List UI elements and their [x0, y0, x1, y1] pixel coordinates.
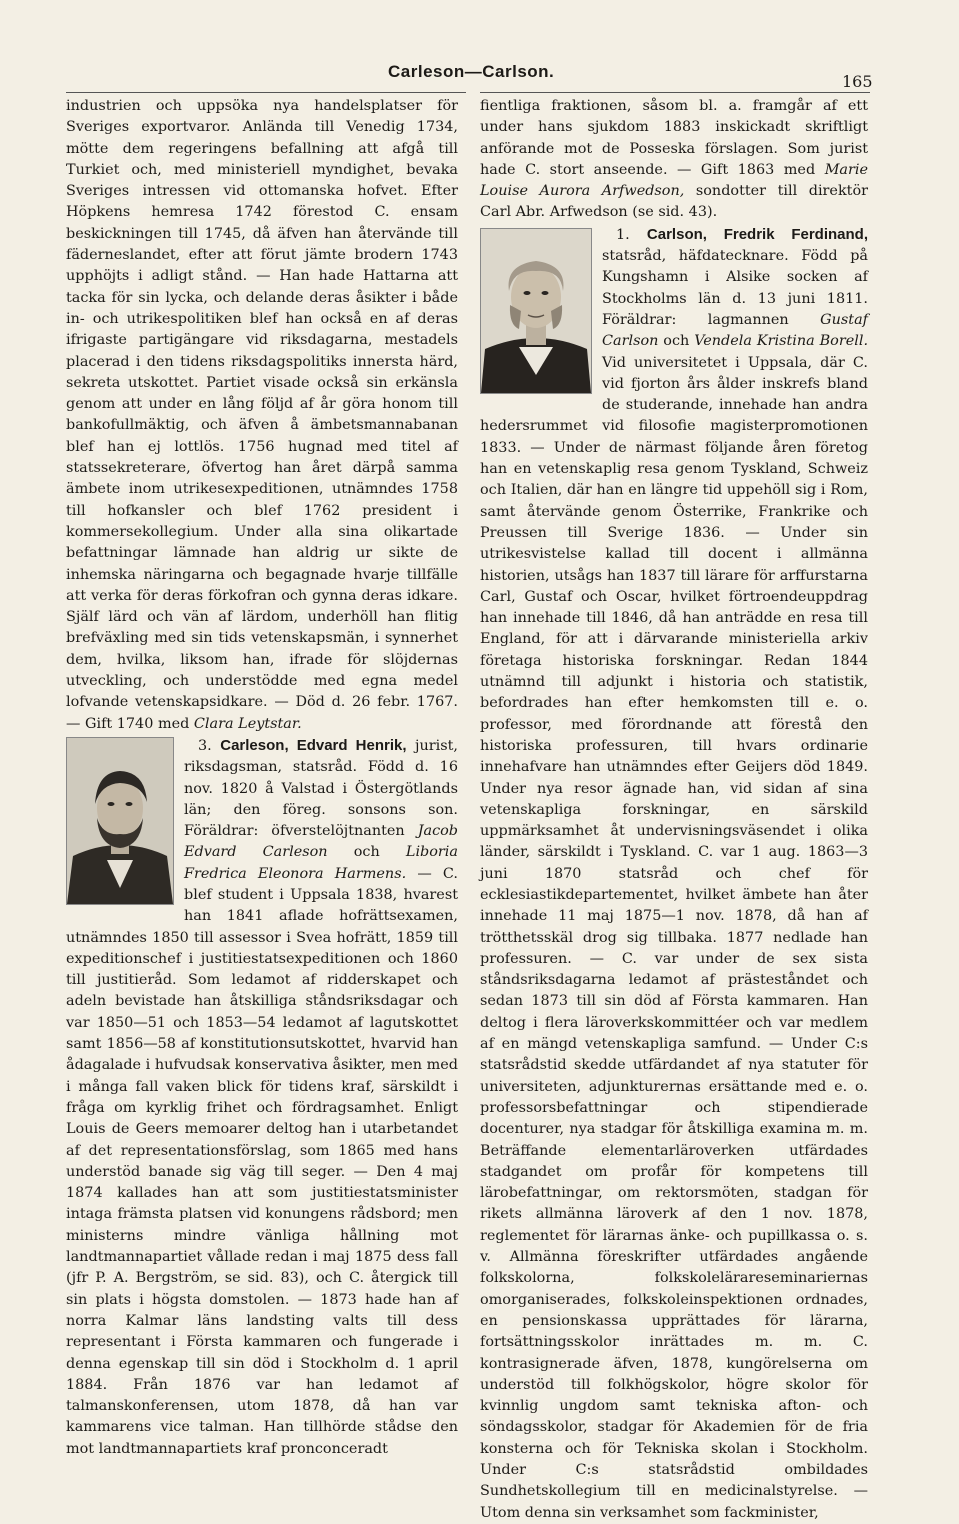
- entry-text-a: statsråd, häfdatecknare. Född på Kungshamn i Alsike socken af Stockholms län d. 13 juni 1811. Föräldrar: lagmannen: [602, 248, 868, 328]
- mother-name: Liboria Fredrica Eleonora Harmens.: [184, 844, 458, 882]
- left-paragraph-1-text: industrien och uppsöka nya handelsplatser för Sveriges exportvaror. Anlända till Venedig 1734, mötte dem regeringens befallning att afgå till Turkiet och, med ministeriell myndighet, bevaka Sveriges intressen vid ottomanska hofvet. Efter Höpkens hemresa 1742 förestod C. ensam beskickningen till 1745, då äfven han återvände till fäderneslandet, efter att förut jämte brodern 1743 upphöjts i adligt stånd. — Han hade Hattarna att tacka för sin lycka, och delande deras åsikter i både in- och utrikespolitiken blef han också en af deras ifrigaste partigängare vid riksdagarna, mestadels placerad i den tidens riksdagspolitiks innersta härd, sekreta utskottet. Partiet visade också sin erkänsla genom att under en lång följd af år göra honom till bankofullmäktig, och äfven å ämbetsmannabanan blef han ej lottlös. 1756 hugnad med titel af statssekreterare, öfvertog han året därpå samma ämbete inom utrikesexpeditionen, utnämndes 1758 till hofkansler och blef 1762 president i kommersekollegium. Under alla sina olikartade befattningar lämnade han aldrig ur sikte de inhemska näringarna och begagnade hvarje tillfälle att verka för deras förkofran och gynna deras idkare. Själf lärd och vän af lärdom, underhöll han flitig brefväxling med sin tids vetenskapsmän, i synnerhet dem, hvilka, liksom han, ifrade för slöjdernas utveckling, och understödde med egna medel lofvande vetenskapsidkare. — Död d. 26 febr. 1767. — Gift 1740 med: [66, 98, 458, 732]
- entry-heading-name: Carleson, Edvard Henrik,: [220, 736, 407, 754]
- wife-name-clara: Clara Leytstar.: [193, 715, 302, 732]
- entry-carlson-fredrik: [480, 224, 868, 1524]
- header-rule-left: [66, 92, 466, 93]
- entry-carleson-edvard: [66, 735, 458, 1460]
- and-word: och: [353, 844, 380, 861]
- and-word: och: [663, 333, 690, 350]
- header-rule-right: [480, 92, 870, 93]
- portrait-edvard-carleson: [66, 737, 174, 905]
- wife-name-marie: Marie Louise Aurora Arfwedson,: [480, 161, 868, 200]
- entry-heading-name: Carlson, Fredrik Ferdinand,: [646, 225, 869, 243]
- entry-text-a: jurist, riksdagsman, statsråd. Född d. 16 nov. 1820 å Valstad i Östergötlands län; den föreg. sonsons son. Föräldrar: öfverstelöjtnanten: [184, 737, 458, 840]
- mother-name: Vendela Kristina Borell.: [694, 333, 869, 350]
- page-header-title: Carleson—Carlson.: [388, 62, 555, 81]
- entry-number: 3.: [198, 737, 212, 754]
- entry-text-b: Vid universitetet i Uppsala, där C. vid fjorton års ålder inskrefs bland de studerande, innehade han andra hedersrummet vid filosofie magisterpromotionen 1833. — Under de närmast följande åren företog han en vetenskaplig resa genom Tyskland, Schweiz och Italien, där han en längre tid uppehöll sig i Rom, samt återvände genom Österrike, Frankrike och Preussen till Sverige 1836. — Under sin utrikesvistelse kallad till docent i allmänna historien, utsågs han 1837 till lärare för arffurstarna Carl, Gustaf och Oscar, hvilket förtroendeuppdrag han innehade till 1846, då han anträdde en resa till England, för att i därvarande ministeriella arkiv företaga historiska forskningar. Redan 1844 utnämnd till adjunkt i historia och statistik, befordrades han efter hemkomsten till e. o. professor, med förordnande att förestå den historiska professuren, till hvars ordinarie innehafvare han utnämndes efter Geijers död 1849. Under nya resor ägnade han, vid sidan af sina vetenskapliga forskningar, en särskild uppmärksamhet åt undervisningsväsendet i olika länder, särskildt i Tyskland. C. var 1 aug. 1863—3 juni 1870 statsråd och chef för ecklesiastikdepartementet, hvilket ämbete han åter innehade 11 maj 1875—1 nov. 1878, då han af trötthetsskäl drog sig tillbaka. 1877 nedlade han professuren. — C. var under de sex sista ståndsriksdagarna ledamot af prästeståndet och sedan 1873 till sin död af Första kammaren. Han deltog i flera läroverkskommittéer och var medlem af en mängd vetenskapliga samfund. — Under C:s statsrådstid skedde utfärdandet af nya statuter för universiteten, adjunkturernas ersättande med e. o. professorsbefattningar och stipendierade docenturer, nya stadgar för åtskilliga examina m. m. Beträffande elementarläroverken utfärdades stadgandet om profår för kompetens till lärobefattningar, om rektorsmöten, stadgan för rikets allmänna läroverk af den 1 nov. 1878, reglementet för lärarnas änke- och pupillkassa o. s. v. Allmänna föreskrifter utfärdades angående folkskolorna, folkskolelärareseminariernas omorganiserades, folkskoleinspektionen ordnades, en pensionskassa upprättades för lärarna, fortsättningsskolor inrättades m. m. C. kontrasignerade äfven, 1878, kungörelserna om understöd till folkhögskolor, högre skolor för kvinnlig ungdom samt tekniska afton- och söndagsskolor, stadgar för Akademien för de fria konsterna och för Tekniska skolan i Stockholm. Under C:s statsrådstid ombildades Sundhetskollegium till en medicinalstyrelse. — Utom denna sin verksamhet som fackminister,: [480, 354, 868, 1521]
- entry-number: 1.: [616, 226, 630, 243]
- father-name: Gustaf Carlson: [602, 311, 868, 350]
- entry-text-b: — C. blef student i Uppsala 1838, hvarest han 1841 aflade hofrättsexamen, utnämndes 1850 till assessor i Svea hofrätt, 1859 till expeditionschef i justitiestatsexpeditionen och 1860 till justitieråd. Som ledamot af ridderskapet och adeln bevistade han åtskilliga ståndsriksdagar och var 1850—51 och 1853—54 ledamot af lagutskottet samt 1856—58 af konstitutionsutskottet, hvarvid han ådagalade i hufvudsak konservativa åsikter, men med i många fall vaken blick för tidens kraf, särskildt i fråga om kyrklig frihet och fördragsamhet. Enligt Louis de Geers memoarer deltog han i utarbetandet af det representationsförslag, som 1865 med hans understöd banade sig väg till seger. — Den 4 maj 1874 kallades han att som justitiestatsminister intaga främsta platsen vid konungens rådsbord; men ministerns mindre vänliga hållning mot landtmannapartiet vållade redan i maj 1875 dess fall (jfr P. A. Bergström, se sid. 83), och C. återgick till sin plats i högsta domstolen. — 1873 hade han af norra Kalmar läns landsting valts till dess representant i Första kammaren och fungerade i denna egenskap till sin död i Stockholm d. 1 april 1884. Från 1876 var han ledamot af talmanskonferensen, utom 1878, då han var kammarens vice talman. Han tillhörde stådse den mot landtmannapartiets kraf pronconceradt: [66, 865, 458, 1457]
- page-number: 165: [842, 72, 873, 91]
- left-paragraph-1: [66, 96, 458, 735]
- right-paragraph-1-end: sondotter till direktör Carl Abr. Arfwedson (se sid. 43).: [480, 183, 868, 221]
- father-name: Jacob Edvard Carleson: [184, 823, 459, 861]
- right-column: [480, 96, 868, 1524]
- portrait-fredrik-carlson: [480, 228, 592, 394]
- right-paragraph-1-text: fientliga fraktionen, såsom bl. a. framgår af ett under hans sjukdom 1883 inskickadt skriftligt anförande mot de Posseska förslagen. Som jurist hade C. stort anseende. — Gift 1863 med: [480, 98, 868, 178]
- right-paragraph-1: [480, 96, 868, 224]
- left-column: [66, 96, 458, 1460]
